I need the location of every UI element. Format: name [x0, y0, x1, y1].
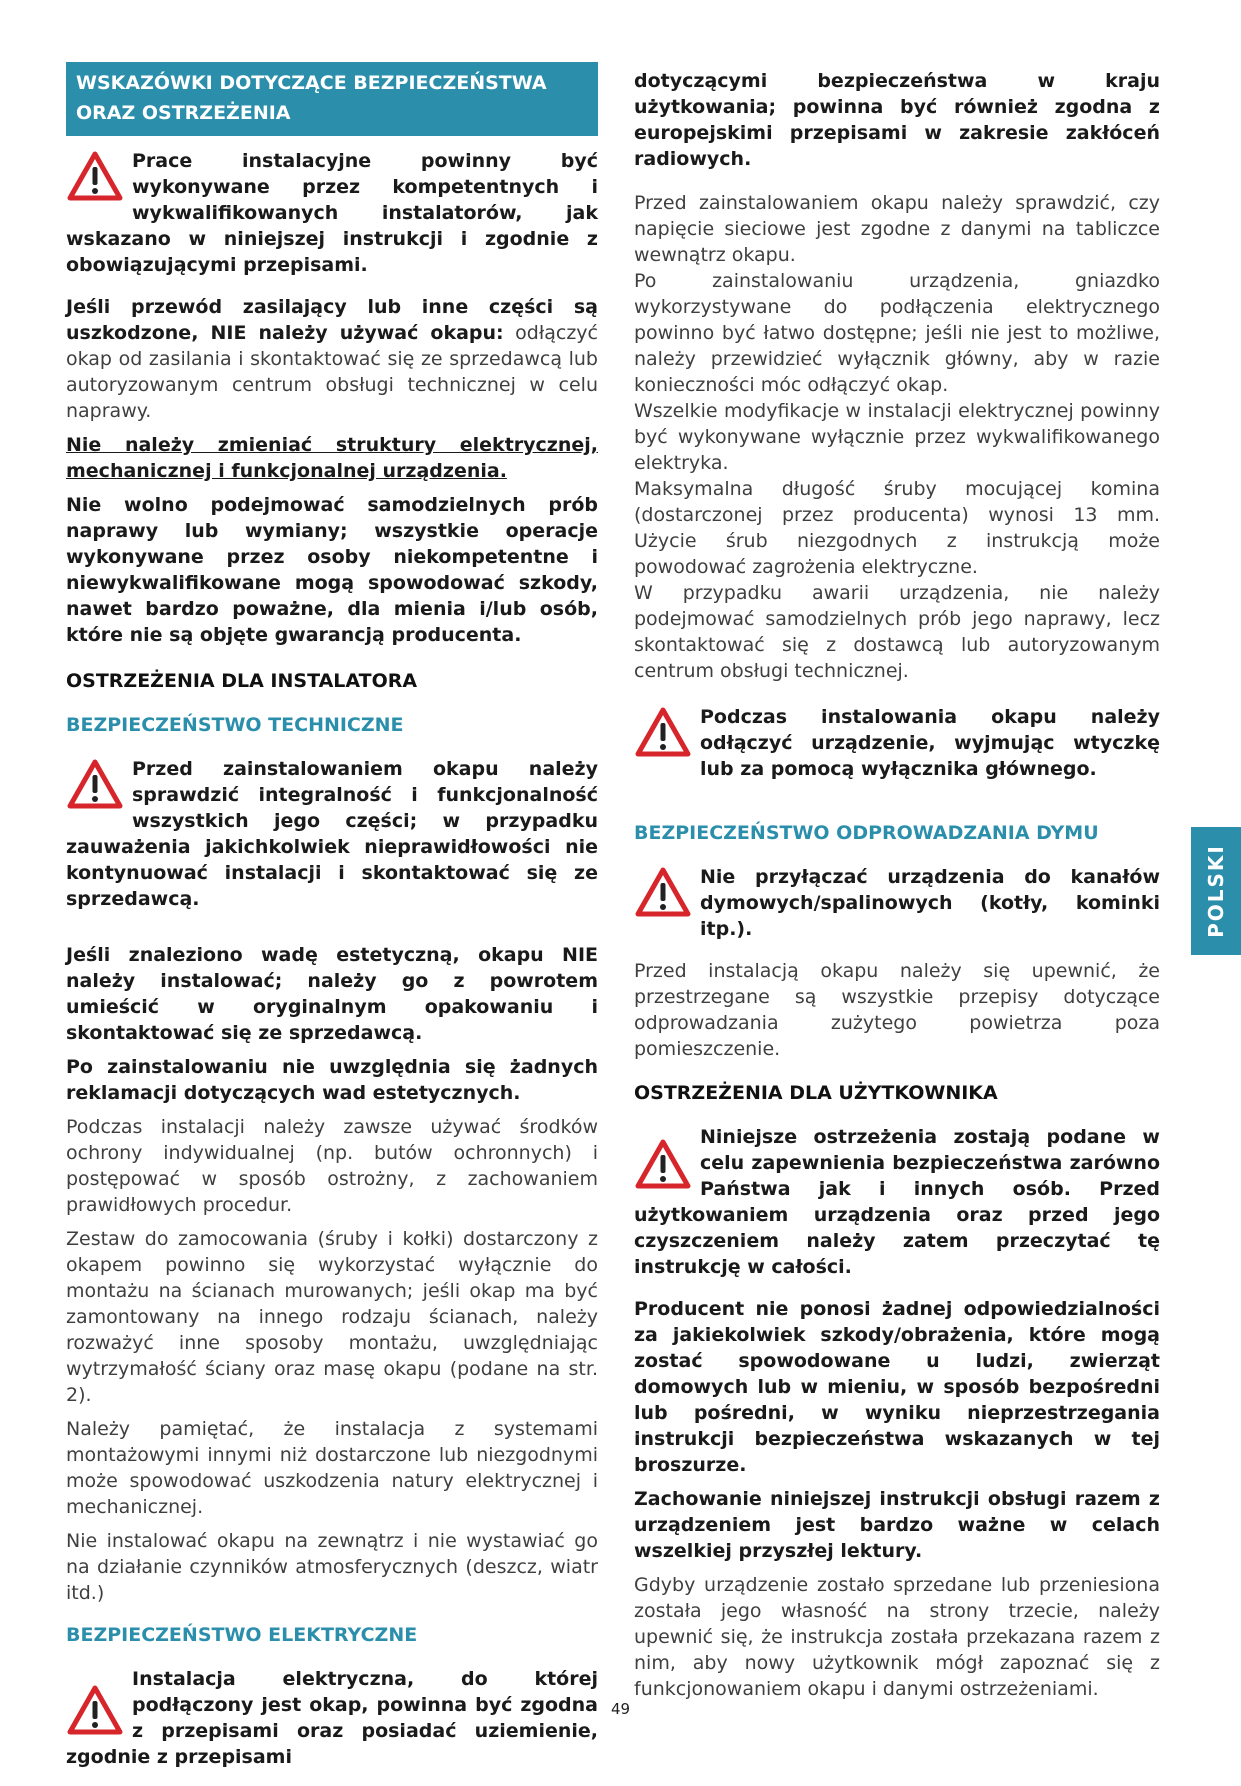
language-tab-label: POLSKI	[1204, 844, 1228, 938]
section-title-line1: WSKAZÓWKI DOTYCZĄCE BEZPIECZEŃSTWA	[76, 72, 547, 94]
paragraph-protective-equipment: Podczas instalacji należy zawsze używać środków ochrony indywidualnej (np. butów ochronnych) i postępować w sposób ostrożny, z zachowaniem prawidłowych procedur.	[66, 1116, 598, 1216]
paragraph-resale: Gdyby urządzenie zostało sprzedane lub przeniesiona została jego własność na strony trzecie, należy upewnić się, że instrukcja została przekazana razem z nim, aby nowy użytkownik mógł zapoznać się z funkcjonowaniem okapu i danymi ostrzeżeniami.	[634, 1574, 1160, 1700]
paragraph-no-repair: Nie wolno podejmować samodzielnych prób naprawy lub wymiany; wszystkie operacje wykonywane przez osoby niekompetentne i niewykwalifikowane mogą spowodować szkody, nawet bardzo poważne, dla mienia i/lub osób, które nie są objęte gwarancją producenta.	[66, 494, 598, 646]
paragraph-continued: dotyczącymi bezpieczeństwa w kraju użytkowania; powinna być również zgodna z europejskimi przepisami w zakresie zakłóceń radiowych.	[634, 70, 1160, 170]
heading-electrical-safety: BEZPIECZEŃSTWO ELEKTRYCZNE	[66, 1624, 418, 1646]
warning-triangle-icon	[634, 1138, 692, 1190]
warning-text: Prace instalacyjne powinny być wykonywane przez kompetentnych i wykwalifikowanych instalatorów, jak wskazano w niniejszej instrukcji i zgodnie z obowiązującymi przepisami.	[66, 150, 598, 276]
paragraph-no-claims: Po zainstalowaniu nie uwzględnia się żadnych reklamacji dotyczących wad estetycznych.	[66, 1056, 598, 1104]
paragraph-voltage: Przed zainstalowaniem okapu należy sprawdzić, czy napięcie sieciowe jest zgodne z danymi na tabliczce wewnątrz okapu.	[634, 192, 1160, 266]
paragraph-liability: Producent nie ponosi żadnej odpowiedzialności za jakiekolwiek szkody/obrażenia, które mogą zostać spowodowane u ludzi, zwierząt domowych lub w mieniu, w sposób bezpośredni lub pośredni, w wyniku nieprzestrzegania instrukcji bezpieczeństwa wskazanych w tej broszurze.	[634, 1298, 1160, 1476]
paragraph-exhaust-air: Przed instalacją okapu należy się upewnić, że przestrzegane są wszystkie przepisy dotyczące odprowadzania zużytego powietrza poza pomieszczenie.	[634, 960, 1160, 1060]
left-column	[66, 62, 598, 1786]
heading-user-warnings: OSTRZEŻENIA DLA UŻYTKOWNIKA	[634, 1082, 998, 1104]
warning-triangle-icon	[634, 866, 692, 918]
warning-block-disconnect	[634, 704, 1160, 790]
paragraph-modifications: Wszelkie modyfikacje w instalacji elektrycznej powinny być wykonywane wyłącznie przez wykwalifikowanego elektryka.	[634, 400, 1160, 474]
warning-triangle-icon	[634, 706, 692, 758]
language-tab	[1191, 827, 1241, 955]
section-title-line2: ORAZ OSTRZEŻENIA	[76, 102, 291, 124]
paragraph-fixing-kit: Zestaw do zamocowania (śruby i kołki) dostarczony z okapem powinno się wykorzystać wyłącznie do montażu na ścianach murowanych; jeśli okap ma być zamontowany na innego rodzaju ścianach, należy rozważyć inne sposoby montażu, uwzględniając wytrzymałość ściany oraz masę okapu (podane na str. 2).	[66, 1228, 598, 1406]
warning-text: Nie przyłączać urządzenia do kanałów dymowych/spalinowych (kotły, kominki itp.).	[700, 866, 1160, 940]
paragraph-damaged-cable	[66, 294, 598, 424]
paragraph-bold-part: Jeśli przewód zasilający lub inne części są uszkodzone, NIE należy używać okapu:	[66, 296, 598, 344]
paragraph-screw-length: Maksymalna długość śruby mocującej komina (dostarczonej przez producenta) wynosi 13 mm. Użycie śrub niezgodnych z instrukcją może powodować zagrożenia elektryczne.	[634, 478, 1160, 578]
heading-technical-safety: BEZPIECZEŃSTWO TECHNICZNE	[66, 714, 404, 736]
paragraph-socket: Po zainstalowaniu urządzenia, gniazdko wykorzystywane do podłączenia elektrycznego powinno być łatwo dostępne; jeśli nie jest to możliwe, należy przewidzieć wyłącznik główny, aby w razie konieczności móc odłączyć okap.	[634, 270, 1160, 396]
paragraph-failure: W przypadku awarii urządzenia, nie należy podejmować samodzielnych prób jego naprawy, lecz skontaktować się z dostawcą lub autoryzowanym centrum obsługi technicznej.	[634, 582, 1160, 682]
right-column	[634, 62, 1160, 1710]
paragraph-no-modify: Nie należy zmieniać struktury elektrycznej, mechanicznej i funkcjonalnej urządzenia.	[66, 434, 598, 482]
section-title-bar	[66, 62, 598, 136]
paragraph-other-systems: Należy pamiętać, że instalacja z systemami montażowymi innymi niż dostarczone lub niezgodnymi może spowodować uszkodzenia natury elektrycznej i mechanicznej.	[66, 1418, 598, 1518]
warning-block-installers	[66, 148, 598, 286]
warning-block-integrity	[66, 756, 598, 920]
warning-block-electrical	[66, 1666, 598, 1778]
heading-smoke-safety: BEZPIECZEŃSTWO ODPROWADZANIA DYMU	[634, 822, 1099, 844]
paragraph-regular-part: odłączyć okap od zasilania i skontaktować się ze sprzedawcą lub autoryzowanym centrum obsługi technicznej w celu naprawy.	[66, 322, 598, 422]
warning-text: Przed zainstalowaniem okapu należy sprawdzić integralność i funkcjonalność wszystkich jego części; w przypadku zauważenia jakichkolwiek nieprawidłowości nie kontynuować instalacji i skontaktować się ze sprzedawcą.	[66, 758, 598, 910]
paragraph-no-outdoor: Nie instalować okapu na zewnątrz i nie wystawiać go na działanie czynników atmosferycznych (deszcz, wiatr itd.)	[66, 1530, 598, 1604]
warning-text: Instalacja elektryczna, do której podłączony jest okap, powinna być zgodna z przepisami oraz posiadać uziemienie, zgodnie z przepisami	[66, 1668, 598, 1768]
paragraph-aesthetic-defect: Jeśli znaleziono wadę estetyczną, okapu NIE należy instalować; należy go z powrotem umieścić w oryginalnym opakowaniu i skontaktować się ze sprzedawcą.	[66, 944, 598, 1044]
warning-block-flues	[634, 864, 1160, 950]
warning-text: Niniejsze ostrzeżenia zostają podane w celu zapewnienia bezpieczeństwa zarówno Państwa jak i innych osób. Przed użytkowaniem urządzenia oraz przed jego czyszczeniem należy zatem przeczytać tę instrukcję w całości.	[634, 1126, 1160, 1278]
heading-installer-warnings: OSTRZEŻENIA DLA INSTALATORA	[66, 670, 418, 692]
warning-triangle-icon	[66, 150, 124, 202]
warning-triangle-icon	[66, 758, 124, 810]
page-number: 49	[610, 1700, 631, 1718]
warning-block-user	[634, 1124, 1160, 1288]
paragraph-keep-manual: Zachowanie niniejszej instrukcji obsługi razem z urządzeniem jest bardzo ważne w celach wszelkiej przyszłej lektury.	[634, 1488, 1160, 1562]
warning-text: Podczas instalowania okapu należy odłączyć urządzenie, wyjmując wtyczkę lub za pomocą wyłącznika głównego.	[700, 706, 1160, 780]
